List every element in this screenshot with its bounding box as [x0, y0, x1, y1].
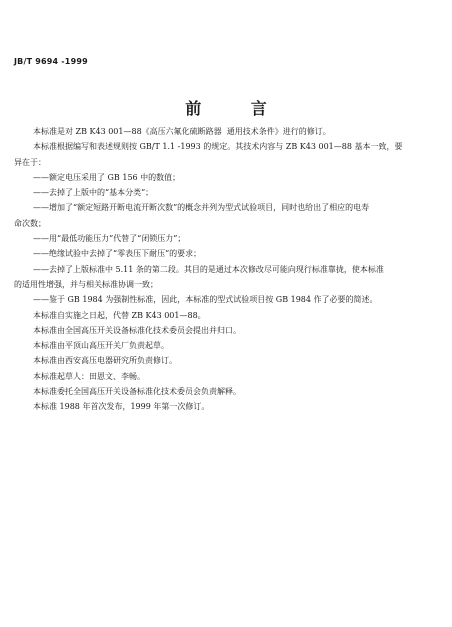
paragraph-line: 本标准是对 ZB K43 001—88《高压六氟化硫断路器 通用技术条件》进行的修订。	[33, 127, 331, 136]
list-item: ——绝缘试验中去掉了“零表压下耐压”的要求；	[33, 249, 202, 259]
paragraph-line: 本标准委托全国高压开关设备标准化技术委员会负责解释。	[33, 387, 241, 397]
paragraph-line: 本标准由西安高压电器研究所负责修订。	[33, 356, 177, 366]
page-title: 前 言	[185, 99, 289, 118]
list-item: ——鉴于 GB 1984 为强制性标准，因此，本标准的型式试验项目按 GB 1984 作了必要的简述。	[33, 295, 378, 305]
paragraph-line: 本标准根据编写和表述规则按 GB/T 1.1 -1993 的规定。其技术内容与 ZB K43 001—88 基本一致，要	[33, 142, 403, 152]
list-item: ——用“最低功能压力”代替了“闭锁压力”；	[33, 234, 186, 244]
list-item: ——去掉了上版中的“基本分类”；	[33, 188, 154, 198]
paragraph-line: 本标准由全国高压开关设备标准化技术委员会提出并归口。	[33, 325, 241, 335]
paragraph-line: 的适用性增强，并与相关标准协调一致；	[14, 279, 158, 289]
paragraph-line: 命次数；	[14, 218, 46, 228]
foreword-body	[14, 124, 440, 415]
paragraph-line: 异在于：	[14, 157, 46, 167]
paragraph-line: 本标准自实施之日起，代替 ZB K43 001—88。	[33, 310, 206, 320]
paragraph-line: 本标准由平顶山高压开关厂负责起草。	[33, 341, 169, 351]
standard-code: JB/T 9694 -1999	[14, 57, 88, 66]
list-item: ——增加了“额定短路开断电流开断次数”的概念并列为型式试验项目，同时也给出了相应的电寿	[33, 203, 370, 213]
list-item: ——额定电压采用了 GB 156 中的数值；	[33, 172, 181, 182]
paragraph-line: 本标准 1988 年首次发布，1999 年第一次修订。	[33, 402, 210, 412]
list-item: ——去掉了上版标准中 5.11 条的第二段。其目的是通过本次修改尽可能向现行标准靠拢，使本标准	[33, 264, 384, 274]
paragraph-line: 本标准起草人：田恩文、李畅。	[33, 371, 145, 381]
